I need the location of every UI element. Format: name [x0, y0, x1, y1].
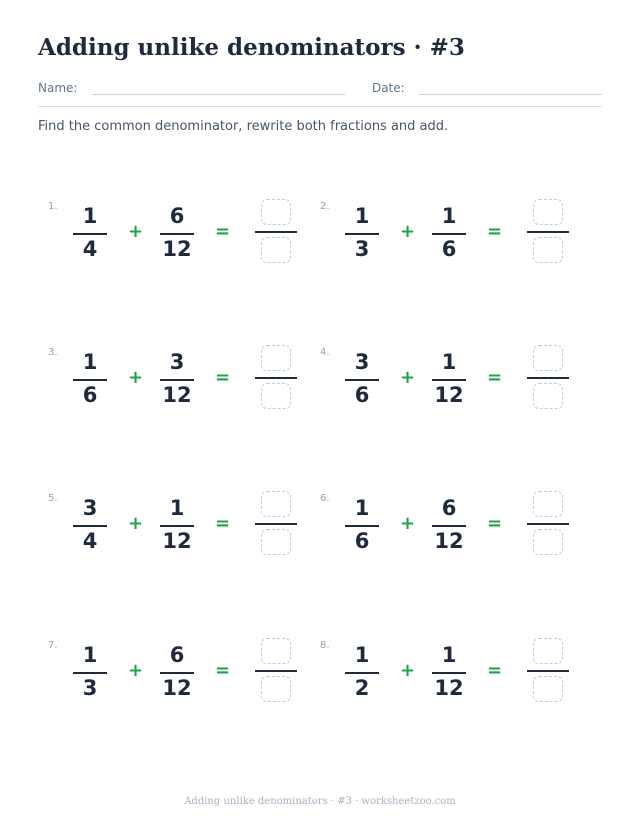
fraction-bar [432, 379, 466, 381]
answer-bar [255, 670, 297, 672]
fraction-b [432, 203, 466, 265]
plus-sign: + [400, 660, 416, 681]
numerator: 1 [441, 350, 457, 374]
header-divider [38, 106, 602, 107]
problem-number: 8. [320, 640, 330, 651]
answer-fraction [255, 638, 297, 704]
fraction-bar [345, 379, 379, 381]
equals-sign: = [215, 513, 231, 534]
denominator: 12 [162, 383, 192, 407]
name-label: Name: [38, 81, 78, 95]
problem-number: 6. [320, 493, 330, 504]
numerator: 3 [354, 350, 370, 374]
answer-numerator-box[interactable] [533, 199, 563, 225]
plus-sign: + [400, 221, 416, 242]
denominator: 12 [162, 676, 192, 700]
equals-sign: = [215, 367, 231, 388]
denominator: 3 [354, 237, 370, 261]
answer-denominator-box[interactable] [533, 529, 563, 555]
numerator: 6 [169, 643, 185, 667]
denominator: 12 [162, 237, 192, 261]
fraction-bar [160, 525, 194, 527]
fraction-a [73, 349, 107, 411]
denominator: 6 [354, 383, 370, 407]
problem-number: 3. [48, 347, 58, 358]
problem-2 [320, 201, 590, 271]
numerator: 1 [82, 350, 98, 374]
fraction-bar [432, 672, 466, 674]
denominator: 6 [441, 237, 457, 261]
answer-numerator-box[interactable] [533, 491, 563, 517]
name-field-line[interactable] [92, 94, 345, 95]
plus-sign: + [128, 367, 144, 388]
numerator: 1 [441, 204, 457, 228]
answer-bar [527, 377, 569, 379]
answer-numerator-box[interactable] [261, 199, 291, 225]
answer-fraction [527, 345, 569, 411]
problem-1 [48, 201, 318, 271]
equals-sign: = [487, 221, 503, 242]
plus-sign: + [400, 367, 416, 388]
instructions: Find the common denominator, rewrite both fractions and add. [38, 119, 449, 134]
answer-bar [255, 377, 297, 379]
answer-bar [527, 670, 569, 672]
denominator: 4 [82, 529, 98, 553]
answer-denominator-box[interactable] [261, 529, 291, 555]
answer-numerator-box[interactable] [261, 638, 291, 664]
answer-denominator-box[interactable] [533, 383, 563, 409]
problem-number: 5. [48, 493, 58, 504]
numerator: 6 [169, 204, 185, 228]
numerator: 3 [82, 496, 98, 520]
numerator: 1 [82, 643, 98, 667]
denominator: 12 [434, 676, 464, 700]
fraction-a [345, 495, 379, 557]
answer-denominator-box[interactable] [261, 383, 291, 409]
fraction-b [160, 349, 194, 411]
fraction-b [432, 642, 466, 704]
denominator: 2 [354, 676, 370, 700]
answer-fraction [527, 199, 569, 265]
numerator: 1 [169, 496, 185, 520]
numerator: 3 [169, 350, 185, 374]
answer-bar [527, 523, 569, 525]
answer-numerator-box[interactable] [261, 491, 291, 517]
equals-sign: = [487, 367, 503, 388]
problem-number: 4. [320, 347, 330, 358]
answer-bar [255, 523, 297, 525]
denominator: 12 [434, 383, 464, 407]
answer-numerator-box[interactable] [533, 638, 563, 664]
answer-bar [527, 231, 569, 233]
numerator: 1 [82, 204, 98, 228]
equals-sign: = [215, 660, 231, 681]
numerator: 1 [354, 204, 370, 228]
denominator: 3 [82, 676, 98, 700]
fraction-bar [160, 233, 194, 235]
fraction-b [160, 642, 194, 704]
plus-sign: + [400, 513, 416, 534]
problem-4 [320, 347, 590, 417]
page-title: Adding unlike denominators · #3 [38, 34, 465, 61]
fraction-a [345, 642, 379, 704]
problem-8 [320, 640, 590, 710]
problem-3 [48, 347, 318, 417]
plus-sign: + [128, 513, 144, 534]
problem-number: 2. [320, 201, 330, 212]
fraction-b [160, 203, 194, 265]
fraction-bar [73, 525, 107, 527]
answer-fraction [255, 491, 297, 557]
problem-7 [48, 640, 318, 710]
answer-denominator-box[interactable] [261, 237, 291, 263]
answer-bar [255, 231, 297, 233]
denominator: 6 [82, 383, 98, 407]
problem-6 [320, 493, 590, 563]
denominator: 12 [162, 529, 192, 553]
problem-number: 7. [48, 640, 58, 651]
answer-denominator-box[interactable] [261, 676, 291, 702]
equals-sign: = [487, 660, 503, 681]
fraction-a [73, 642, 107, 704]
answer-fraction [255, 345, 297, 411]
answer-fraction [527, 491, 569, 557]
answer-fraction [255, 199, 297, 265]
answer-denominator-box[interactable] [533, 676, 563, 702]
fraction-b [432, 495, 466, 557]
fraction-bar [160, 672, 194, 674]
problem-5 [48, 493, 318, 563]
fraction-bar [345, 233, 379, 235]
denominator: 6 [354, 529, 370, 553]
problem-number: 1. [48, 201, 58, 212]
fraction-a [345, 349, 379, 411]
page-footer: Adding unlike denominators · #3 · worksheetzoo.com [184, 796, 456, 807]
fraction-bar [432, 233, 466, 235]
numerator: 1 [441, 643, 457, 667]
fraction-bar [73, 672, 107, 674]
denominator: 4 [82, 237, 98, 261]
date-label: Date: [372, 81, 405, 95]
fraction-bar [73, 379, 107, 381]
equals-sign: = [487, 513, 503, 534]
denominator: 12 [434, 529, 464, 553]
equals-sign: = [215, 221, 231, 242]
numerator: 6 [441, 496, 457, 520]
answer-numerator-box[interactable] [261, 345, 291, 371]
numerator: 1 [354, 643, 370, 667]
plus-sign: + [128, 221, 144, 242]
numerator: 1 [354, 496, 370, 520]
fraction-a [73, 495, 107, 557]
fraction-bar [160, 379, 194, 381]
fraction-bar [345, 525, 379, 527]
answer-fraction [527, 638, 569, 704]
date-field-line[interactable] [419, 94, 602, 95]
answer-numerator-box[interactable] [533, 345, 563, 371]
fraction-bar [432, 525, 466, 527]
fraction-bar [345, 672, 379, 674]
plus-sign: + [128, 660, 144, 681]
fraction-a [73, 203, 107, 265]
answer-denominator-box[interactable] [533, 237, 563, 263]
fraction-b [160, 495, 194, 557]
fraction-a [345, 203, 379, 265]
fraction-b [432, 349, 466, 411]
fraction-bar [73, 233, 107, 235]
